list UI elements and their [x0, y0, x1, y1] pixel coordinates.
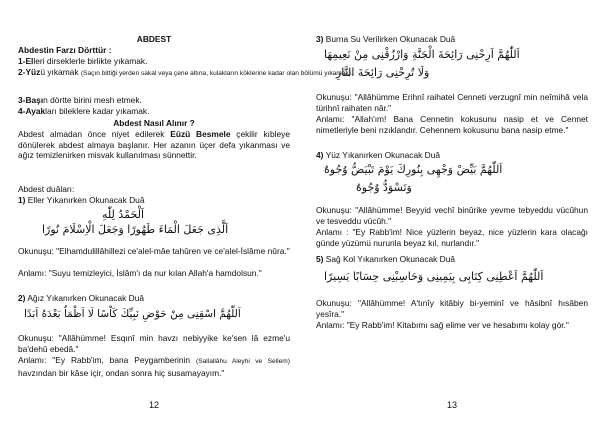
anlami-3: Anlamı: "Allah'ım! Bana Cennetin kokusunu nasip et ve Cennet nimetleriyle beni rızıklandır. Cehennem kokusunu bana nasip etme."	[316, 114, 588, 135]
arabic-prayer-3b: وَلَا تُرِحْنِى رَائِحَةَ النَّارِ	[336, 66, 430, 79]
anlami-1: Anlamı: "Suyu temizleyici, İslâm'ı da nur kılan Allah'a hamdolsun."	[18, 268, 262, 278]
page-right	[316, 0, 588, 423]
anlami-4: Anlamı : "Ey Rabb'im! Nice yüzlerin beyaz, nice yüzlerin kara olacağı günde yüzümü nurunla beyaz kıl, nurlandır."	[316, 227, 588, 248]
arabic-prayer-3a: اَللّٰهُمَّ اَرِحْنِى رَائِحَةَ الْجَنَّةِ وَارْزُقْنِى مِنْ نَعِيمِهَا	[324, 48, 520, 61]
okunusu-3: Okunuşu: "Allâhümme Erihnî raihatel Cenneti verzugnî min neîmihâ vela türihnî raihaten nâr."	[316, 92, 588, 113]
farz-heading: Abdestin Farzı Dörttür :	[18, 45, 112, 55]
arabic-prayer-4b: وَتَسْوَدُّ وُجُوهٌ	[356, 181, 412, 194]
section-heading-3: 3) Burna Su Verilirken Okunacak Duâ	[316, 34, 456, 44]
farz-item-1: 1-Elleri dirseklerle birlikte yıkamak.	[18, 56, 148, 66]
section-heading-4: 4) Yüz Yıkanırken Okunacak Duâ	[316, 150, 441, 160]
arabic-prayer-5: اَللّٰهُمَّ اَعْطِنِى كِتَابِى بِيَمِينِى وَحَاسِبْنِى حِسَابًا يَسِيرًا	[324, 270, 544, 283]
prayers-label: Abdest duâları:	[18, 184, 75, 194]
arabic-prayer-2: اَللّٰهُمَّ اسْقِنِى مِنْ حَوْضِ نَبِيِّكَ كَاْسًا لَا اَظْمَاُ بَعْدَهُ اَبَدًا	[24, 308, 241, 320]
page-number-right: 13	[446, 400, 457, 410]
section-heading-2: 2) Ağız Yıkanırken Okunacak Duâ	[18, 293, 145, 303]
arabic-prayer-1a: اَلْحَمْدُ لِلّٰهِ	[102, 208, 145, 221]
how-paragraph: Abdest almadan önce niyet edilerek Eûzü Besmele çekilir kıbleye dönülerek abdest almaya başlanır. Her azanın üçer defa yıkanması ve ağız temizlenirken misvak kullanılması sünnettir.	[18, 129, 290, 161]
anlami-2: Anlamı: "Ey Rabb'im, bana Peygamberinin (Sallallâhu Aleyhi ve Sellem) havzından bir kâse içir, ondan sonra hiç susamayayım."	[18, 355, 290, 378]
page-number-left: 12	[148, 400, 159, 410]
okunusu-2: Okunuşu: "Allâhümme! Esqınî min havzı nebiyyike ke'sen lâ ezme'u ba'dehû ebedâ."	[18, 333, 290, 354]
farz-item-4: 4-Ayakları bileklere kadar yıkamak.	[18, 106, 150, 116]
section-heading-5: 5) Sağ Kol Yıkanırken Okunacak Duâ	[316, 254, 456, 264]
okunusu-4: Okunuşu: "Allâhümme! Beyyid vechî binûrike yevme tebyeddu vücûhun ve tesveddu vücûh."	[316, 205, 588, 226]
anlami-5: Anlamı: "Ey Rabb'im! Kitabımı sağ elime ver ve hesabımı kolay gör."	[316, 320, 569, 330]
farz-item-3: 3-Başın dörtte birini mesh etmek.	[18, 95, 142, 105]
page-left	[18, 0, 353, 423]
okunusu-1: Okunuşu: "Elhamdulillâhillezi ce'alel-mâe tahûren ve ce'alel-İslâme nûra."	[18, 246, 290, 256]
arabic-prayer-1b: اَلَّذِى جَعَلَ الْمَاءَ طَهُورًا وَجَعَلَ الْاِسْلَامَ نُورًا	[42, 223, 229, 236]
okunusu-5: Okunuşu: "Allâhümme! A'tınîy kitâbiy bi-yeminî ve hâsibnî hısâben yesîra."	[316, 298, 588, 319]
section-title: ABDEST	[136, 34, 172, 44]
arabic-prayer-4a: اَللّٰهُمَّ بَيِّضْ وَجْهِى بِنُورِكَ يَوْمَ تَبْيَضُّ وُجُوهٌ	[324, 163, 503, 176]
farz-item-2: 2-Yüzü yıkamak (Saçın bittiği yerden sakal veya çene altına, kulakların köklerine kadar olan bölümü yıkamak).	[18, 67, 353, 77]
how-heading: Abdest Nasıl Alınır ?	[113, 118, 195, 128]
section-heading-1: 1) Eller Yıkanırken Okunacak Duâ	[18, 195, 145, 205]
